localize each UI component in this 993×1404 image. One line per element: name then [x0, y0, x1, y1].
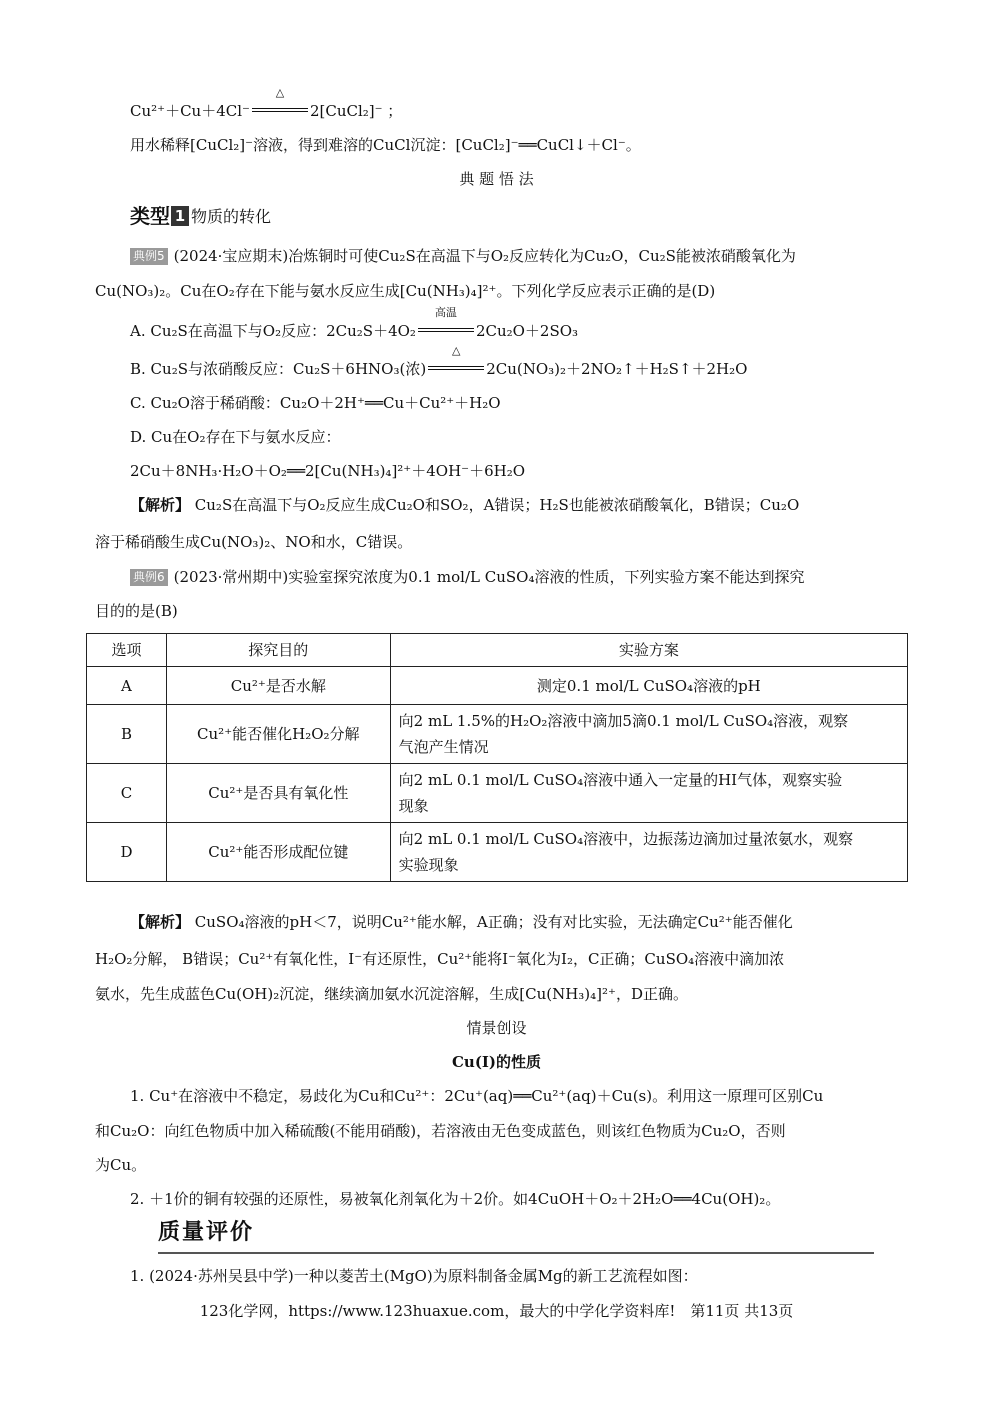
header-cell: 选项	[87, 634, 167, 667]
plan-cell	[390, 823, 907, 882]
table-row	[87, 823, 908, 882]
example5-option-a	[130, 306, 579, 342]
equation-right: 2[CuCl₂]⁻ ；	[309, 102, 403, 120]
equation-dilution: 用水稀释[CuCl₂]⁻溶液，得到难溶的CuCl沉淀：[CuCl₂]⁻══CuCl↓＋Cl⁻。	[130, 136, 641, 154]
type-number: 1	[171, 206, 189, 226]
option-a-right: 2Cu₂O＋2SO₃	[475, 322, 579, 340]
scenario-point2: 2. ＋1价的铜有较强的还原性，易被氧化剂氧化为＋2价。如4CuOH＋O₂＋2H₂O══4Cu(OH)₂。	[130, 1190, 781, 1208]
purpose-cell: Cu²⁺能否形成配位键	[166, 823, 390, 882]
plan-line: 向2 mL 0.1 mol/L CuSO₄溶液中通入一定量的HI气体，观察实验	[398, 771, 843, 789]
example5-option-c: C. Cu₂O溶于稀硝酸：Cu₂O＋2H⁺══Cu＋Cu²⁺＋H₂O	[130, 394, 501, 412]
condition-arrow	[252, 86, 308, 122]
plan-line: 现象	[398, 797, 429, 815]
option-cell: B	[87, 705, 167, 764]
scenario-point1-line2: 和Cu₂O：向红色物质中加入稀硫酸(不能用硝酸)，若溶液由无色变成蓝色，则该红色物质为Cu₂O，否则	[95, 1122, 786, 1140]
analysis-tag: 【解析】	[130, 913, 191, 931]
scenario-subtitle: Cu(Ⅰ)的性质	[451, 1053, 542, 1071]
options-table	[86, 633, 908, 882]
analysis-tag: 【解析】	[130, 496, 191, 514]
purpose-cell: Cu²⁺能否催化H₂O₂分解	[166, 705, 390, 764]
example6-analysis-line1	[130, 911, 793, 933]
example5-analysis-line2: 溶于稀硝酸生成Cu(NO₃)₂、NO和水，C错误。	[95, 533, 413, 551]
section-title: 典 题 悟 法	[459, 170, 534, 188]
equation-left: Cu²⁺＋Cu＋4Cl⁻	[130, 102, 250, 120]
option-cell: C	[87, 764, 167, 823]
table-header-row	[87, 634, 908, 667]
example5-option-d: D. Cu在O₂存在下与氨水反应：	[130, 428, 341, 446]
example6-stem-line1	[130, 566, 804, 588]
option-cell: A	[87, 667, 167, 705]
type-title: 物质的转化	[191, 207, 272, 226]
example6-analysis-line2: H₂O₂分解， B错误；Cu²⁺有氧化性，I⁻有还原性，Cu²⁺能将I⁻氧化为I₂，C正确；CuSO₄溶液中滴加浓	[95, 950, 785, 968]
condition-label: △	[451, 344, 461, 357]
example6-analysis-line3: 氨水，先生成蓝色Cu(OH)₂沉淀，继续滴加氨水沉淀溶解，生成[Cu(NH₃)₄]²⁺，D正确。	[95, 985, 688, 1003]
option-b-left: B. Cu₂S与浓硝酸反应：Cu₂S＋6HNO₃(浓)	[130, 360, 427, 378]
example5-analysis-line1	[130, 494, 799, 516]
example5-option-d-equation: 2Cu＋8NH₃·H₂O＋O₂══2[Cu(NH₃)₄]²⁺＋4OH⁻＋6H₂O	[130, 462, 526, 480]
plan-cell	[390, 705, 907, 764]
quality-title: 质量评价	[158, 1220, 255, 1245]
example5-stem-text1: (2024·宝应期末)冶炼铜时可使Cu₂S在高温下与O₂反应转化为Cu₂O，Cu₂S能被浓硝酸氧化为	[173, 247, 796, 265]
table-row	[87, 764, 908, 823]
plan-line: 实验现象	[398, 856, 459, 874]
equation-cucl2-formation	[130, 86, 403, 122]
example6-stem-text1: (2023·常州期中)实验室探究浓度为0.1 mol/L CuSO₄溶液的性质，下列实验方案不能达到探究	[173, 568, 805, 586]
purpose-cell: Cu²⁺是否具有氧化性	[166, 764, 390, 823]
example6-stem-line2: 目的的是(B)	[95, 602, 178, 620]
condition-arrow	[428, 344, 484, 380]
plan-cell	[390, 764, 907, 823]
plan-line: 气泡产生情况	[398, 738, 489, 756]
example5-badge: 典例5	[130, 248, 168, 265]
scenario-title: 情景创设	[466, 1019, 527, 1037]
type-heading	[130, 202, 271, 228]
condition-label: △	[275, 86, 285, 99]
header-cell: 探究目的	[166, 634, 390, 667]
table-row	[87, 705, 908, 764]
quality-question1: 1. (2024·苏州吴县中学)一种以菱苦土(MgO)为原料制备金属Mg的新工艺流程如图：	[130, 1267, 698, 1285]
example6-badge: 典例6	[130, 569, 168, 586]
example5-option-b	[130, 344, 748, 380]
analysis-text: Cu₂S在高温下与O₂反应生成Cu₂O和SO₂，A错误；H₂S也能被浓硝酸氧化，B错误；Cu₂O	[194, 496, 800, 514]
plan-line: 向2 mL 1.5%的H₂O₂溶液中滴加5滴0.1 mol/L CuSO₄溶液，观察	[398, 712, 849, 730]
option-a-left: A. Cu₂S在高温下与O₂反应：2Cu₂S＋4O₂	[130, 322, 416, 340]
table-row	[87, 667, 908, 705]
analysis-text: CuSO₄溶液的pH＜7，说明Cu²⁺能水解，A正确；没有对比实验，无法确定Cu²⁺能否催化	[194, 913, 793, 931]
scenario-point1-line3: 为Cu。	[95, 1156, 147, 1174]
scenario-point1-line1: 1. Cu⁺在溶液中不稳定，易歧化为Cu和Cu²⁺：2Cu⁺(aq)══Cu²⁺(aq)＋Cu(s)。利用这一原理可区别Cu	[130, 1087, 824, 1105]
option-cell: D	[87, 823, 167, 882]
page-footer: 123化学网，https://www.123huaxue.com，最大的中学化学资料库! 第11页 共13页	[199, 1302, 794, 1320]
quality-section-header	[158, 1218, 874, 1254]
example5-stem-line2: Cu(NO₃)₂。Cu在O₂存在下能与氨水反应生成[Cu(NH₃)₄]²⁺。下列化学反应表示正确的是(D)	[95, 282, 716, 300]
plan-cell: 测定0.1 mol/L CuSO₄溶液的pH	[390, 667, 907, 705]
type-label: 类型	[130, 204, 170, 228]
header-cell: 实验方案	[390, 634, 907, 667]
example5-stem-line1	[130, 245, 796, 267]
plan-line: 向2 mL 0.1 mol/L CuSO₄溶液中，边振荡边滴加过量浓氨水，观察	[398, 830, 854, 848]
option-b-right: 2Cu(NO₃)₂＋2NO₂↑＋H₂S↑＋2H₂O	[486, 360, 748, 378]
purpose-cell: Cu²⁺是否水解	[166, 667, 390, 705]
condition-label: 高温	[434, 306, 457, 319]
condition-arrow	[418, 306, 474, 342]
